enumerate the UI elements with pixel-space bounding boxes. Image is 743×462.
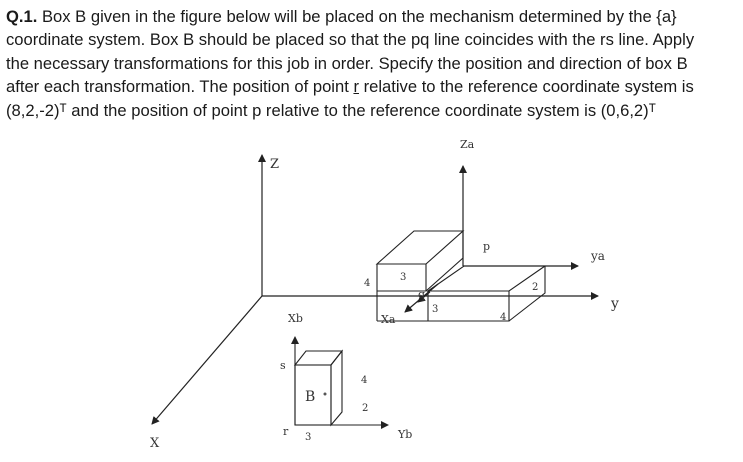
question-number: Q.1. bbox=[6, 7, 38, 26]
a-y-label: ya bbox=[591, 249, 605, 263]
question-line-4-b: relative to the reference coordinate system is bbox=[358, 77, 694, 97]
dim-3-box-b: 3 bbox=[305, 432, 312, 443]
box-b-label: B bbox=[305, 389, 316, 405]
point-s-label: s bbox=[280, 359, 286, 372]
dim-2-lower: 2 bbox=[532, 282, 539, 293]
a-x-label: Xa bbox=[381, 313, 396, 326]
b-x-label: Xb bbox=[288, 312, 303, 325]
question-line-3: the necessary transformations for this job in order. Specify the position and direction of box B bbox=[6, 53, 688, 73]
point-p-label: p bbox=[483, 240, 491, 253]
b-y-label: Yb bbox=[398, 428, 413, 441]
ref-y-label: y bbox=[611, 296, 619, 312]
dim-4-lower: 4 bbox=[500, 312, 507, 323]
block-upper-top bbox=[377, 231, 463, 264]
point-r-reference: r bbox=[353, 77, 359, 97]
dim-3-lower: 3 bbox=[432, 304, 439, 315]
dim-3-upper-top: 3 bbox=[400, 272, 407, 283]
point-q-label: q bbox=[418, 288, 426, 301]
dim-4-upper-left: 4 bbox=[364, 278, 371, 289]
a-z-label: Za bbox=[460, 138, 475, 151]
question-line-1-text: Box B given in the figure below will be placed on the mechanism determined by the {a} bbox=[37, 7, 677, 26]
reference-x-axis bbox=[152, 296, 262, 424]
frame-a bbox=[405, 166, 578, 312]
question-line-5: (8,2,-2)ᵀ and the position of point p relative to the reference coordinate system is (0,6,2)ᵀ bbox=[6, 100, 656, 120]
block-lower-top bbox=[428, 266, 545, 291]
question-line-4-a: after each transformation. The position of point bbox=[6, 77, 354, 97]
point-r-label: r bbox=[283, 425, 289, 438]
block-upper-side bbox=[426, 231, 463, 291]
question-line-2: coordinate system. Box B should be placed so that the pq line coincides with the rs line. Apply bbox=[6, 30, 695, 50]
ref-z-label: Z bbox=[270, 157, 280, 172]
ref-x-label: X bbox=[150, 436, 160, 451]
box-b bbox=[295, 337, 388, 425]
box-b-side bbox=[331, 351, 342, 425]
dim-4-box-b: 4 bbox=[361, 375, 368, 386]
dim-2-box-b: 2 bbox=[362, 403, 369, 414]
box-b-dot bbox=[324, 393, 327, 396]
block-lower-side bbox=[509, 266, 545, 321]
box-b-top bbox=[295, 351, 342, 365]
